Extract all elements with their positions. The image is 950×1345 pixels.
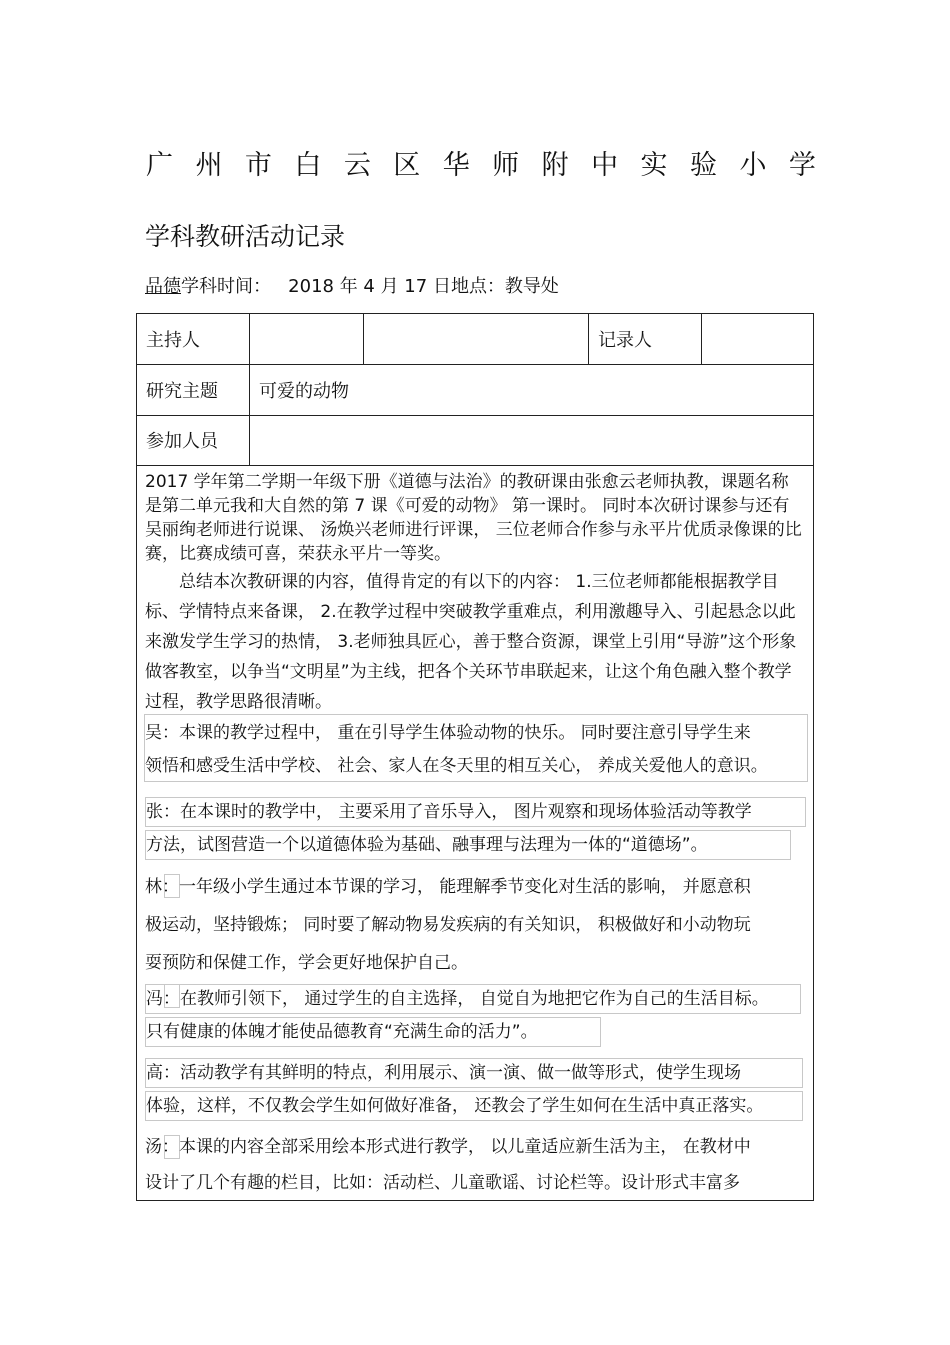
title-char: 中 [591,150,619,181]
title-char: 云 [343,150,371,181]
comment-line: 汤：本课的内容全部采用绘本形式进行教学， 以儿童适应新生活为主， 在教材中 [145,1137,751,1157]
comment-line: 体验，这样，不仅教会学生如何做好准备， 还教会了学生如何在生活中真正落实。 [145,1091,803,1121]
comment-gao [145,1056,803,1122]
participants-value [250,415,813,465]
host-value [250,314,364,364]
comment-wu [145,717,768,783]
summary-paragraph: 2017 学年第二学期一年级下册《道德与法治》的教研课由张愈云老师执教，课题名称是第二单元我和大自然的第 7 课《可爱的动物》 第一课时。 同时本次研讨课参与还有吴丽绚老师进行说课、 汤焕兴老师进行评课， 三位老师合作参与永平片优质录像课的比赛，比赛成绩可喜，荣获永平片一等奖。 [145,472,802,564]
school-title [146,148,816,184]
title-char: 验 [689,150,717,181]
host-label: 主持人 [137,314,250,364]
participants-row [137,415,813,466]
content-area [137,466,813,1200]
comment-line: 吴：本课的教学过程中， 重在引导学生体验动物的快乐。 同时要注意引导学生来 [145,723,751,743]
title-char: 市 [244,150,272,181]
comment-line: 方法，试图营造一个以道德体验为基础、融事理与法理为一体的“道德场”。 [145,830,791,860]
topic-label: 研究主题 [137,364,250,415]
title-char: 华 [442,150,470,181]
comment-line: 张：在本课时的教学中， 主要采用了音乐导入， 图片观察和现场体验活动等教学 [145,797,806,827]
title-char: 小 [739,150,767,181]
host-extra [364,314,589,364]
title-char: 白 [294,150,322,181]
title-char: 广 [146,150,173,181]
title-char: 学 [788,150,816,181]
comment-line: 林：一年级小学生通过本节课的学习， 能理解季节变化对生活的影响， 并愿意积 [145,877,751,897]
topic-row [137,364,813,416]
recorder-label: 记录人 [589,314,702,364]
title-char: 师 [492,150,520,181]
comment-lin [145,868,751,982]
comment-tang [145,1129,751,1201]
evaluation-paragraph: 总结本次教研课的内容，值得肯定的有以下的内容： 1.三位老师都能根据教学目标、学情特点来备课， 2.在教学过程中突破教学重难点，利用激趣导入、引起悬念以此来激发学生学习的热情， 3.老师独具匠心，善于整合资源，课堂上引用“导游”这个形象做客教室，以争当“文明星”为主线，把各个关环节串联起来，让这个角色融入整个教学过程，教学思路很清晰。 [145,572,797,712]
title-char: 实 [640,150,668,181]
host-row [137,314,813,365]
comment-zhang [145,795,806,861]
title-char: 附 [541,150,569,181]
topic-value: 可爱的动物 [259,380,349,402]
comment-line: 设计了几个有趣的栏目，比如：活动栏、儿童歌谣、讨论栏等。设计形式丰富多 [145,1173,740,1193]
comment-line: 极运动，坚持锻炼； 同时要了解动物易发疾病的有关知识， 积极做好和小动物玩 [145,915,751,935]
participants-label: 参加人员 [137,415,250,465]
meta-line [145,274,559,300]
time-place-text: 学科时间： 2018 年 4 月 17 日地点：教导处 [181,276,559,297]
record-table [136,313,814,1201]
comment-line: 只有健康的体魄才能使品德教育“充满生命的活力”。 [145,1017,601,1047]
record-title: 学科教研活动记录 [145,222,346,251]
title-char: 州 [195,150,223,181]
subject-text: 品德 [145,276,181,297]
comment-feng [145,982,801,1048]
comment-line: 耍预防和保健工作，学会更好地保护自己。 [145,953,468,973]
comment-line: 冯：在教师引领下， 通过学生的自主选择， 自觉自为地把它作为自己的生活目标。 [145,984,801,1014]
recorder-value [702,314,813,364]
title-char: 区 [393,150,421,181]
comment-line: 高：活动教学有其鲜明的特点，利用展示、演一演、做一做等形式，使学生现场 [145,1058,803,1088]
comment-line: 领悟和感受生活中学校、 社会、家人在冬天里的相互关心， 养成关爱他人的意识。 [145,756,768,776]
